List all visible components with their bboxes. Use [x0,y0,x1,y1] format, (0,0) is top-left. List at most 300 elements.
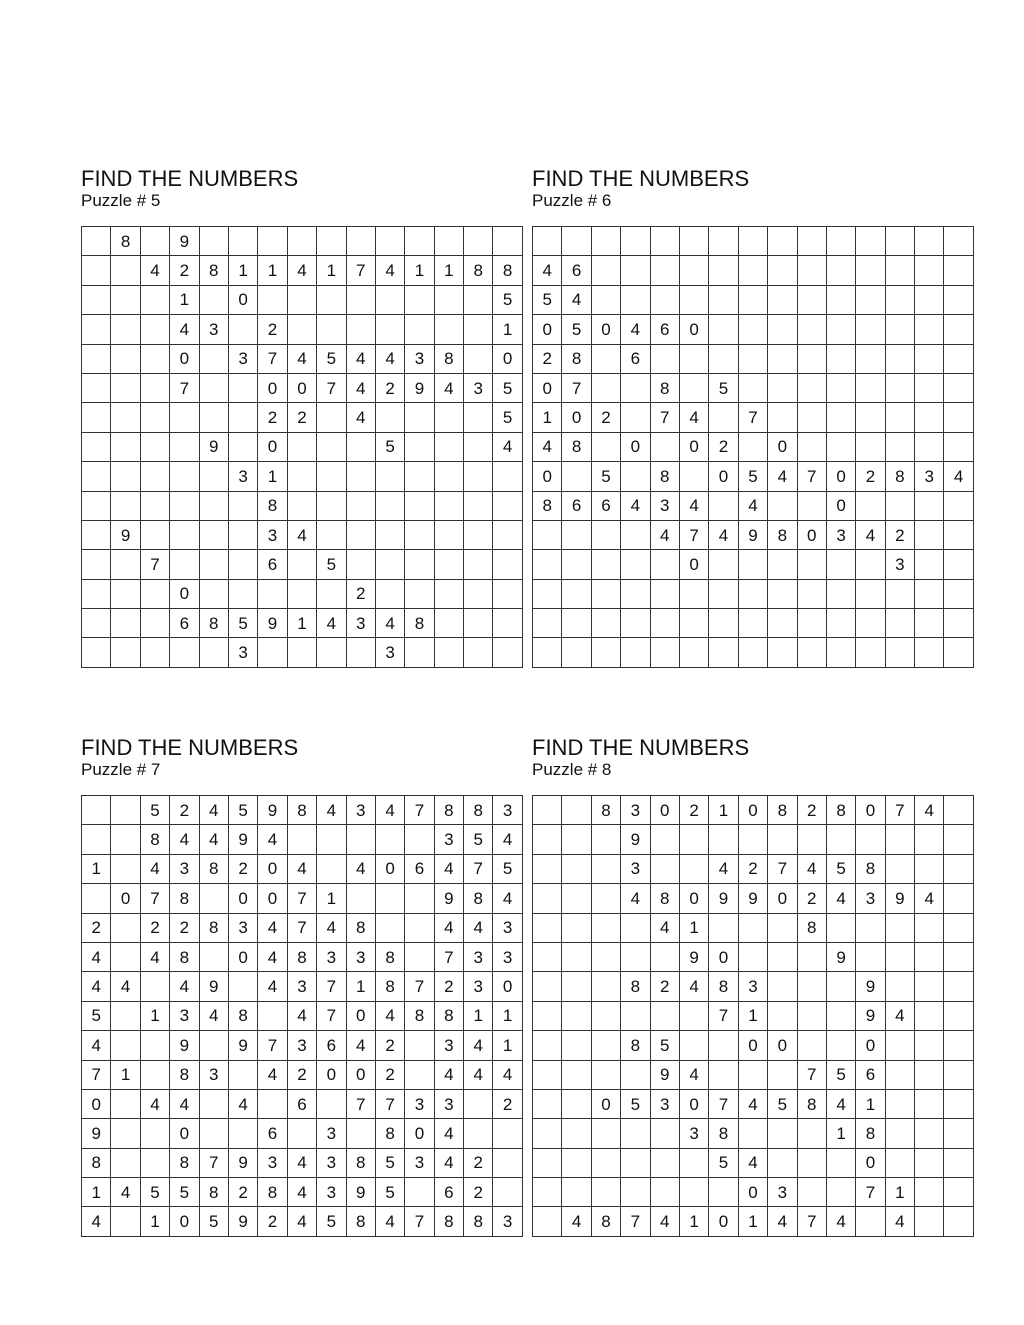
grid-cell [562,550,591,579]
grid-cell: 7 [317,373,346,402]
grid-cell [562,1178,591,1207]
grid-cell [464,609,493,638]
grid-cell [140,972,169,1001]
grid-cell [258,227,287,256]
grid-cell: 0 [82,1089,111,1118]
grid-cell [317,462,346,491]
grid-cell: 8 [650,884,679,913]
grid-cell [375,550,404,579]
grid-cell: 4 [915,884,944,913]
grid-cell: 4 [885,1207,914,1236]
grid-cell: 4 [346,373,375,402]
grid-cell [915,1089,944,1118]
grid-cell: 4 [170,825,199,854]
grid-cell: 2 [140,913,169,942]
grid-cell [768,285,797,314]
grid-cell [591,520,620,549]
grid-cell [679,609,708,638]
grid-cell [885,285,914,314]
grid-cell: 4 [140,854,169,883]
grid-cell: 2 [170,796,199,825]
grid-cell [738,315,767,344]
grid-cell [533,1148,562,1177]
grid-cell [591,609,620,638]
grid-cell: 3 [464,373,493,402]
grid-cell [768,825,797,854]
grid-cell [650,1148,679,1177]
grid-cell: 1 [679,913,708,942]
grid-cell [797,256,826,285]
grid-cell [346,432,375,461]
grid-cell: 3 [885,550,914,579]
grid-cell: 4 [111,1178,140,1207]
grid-cell [111,462,140,491]
grid-row [82,1060,523,1089]
grid-cell [621,403,650,432]
grid-cell [885,1148,914,1177]
grid-cell: 2 [258,315,287,344]
grid-cell: 4 [140,1089,169,1118]
grid-cell: 8 [199,256,228,285]
grid-cell [199,1031,228,1060]
grid-cell [228,972,257,1001]
grid-cell [140,462,169,491]
grid-cell [111,796,140,825]
grid-cell: 0 [797,520,826,549]
grid-cell [797,972,826,1001]
grid-cell: 3 [170,1001,199,1030]
grid-cell [944,1001,973,1030]
grid-cell [797,609,826,638]
grid-cell [738,256,767,285]
grid-cell [621,1060,650,1089]
grid-cell [405,942,434,971]
grid-cell: 4 [82,1031,111,1060]
grid-cell: 2 [170,256,199,285]
grid-cell [346,1119,375,1148]
grid-cell: 4 [434,1148,463,1177]
grid-cell [679,344,708,373]
grid-cell: 3 [346,942,375,971]
grid-cell: 7 [464,854,493,883]
grid-cell [405,403,434,432]
grid-cell: 3 [317,942,346,971]
grid-cell: 9 [199,972,228,1001]
grid-cell: 9 [826,942,855,971]
grid-cell [434,579,463,608]
grid-cell: 8 [199,609,228,638]
grid-cell: 7 [562,373,591,402]
grid-cell [287,491,316,520]
grid-cell [111,1207,140,1236]
grid-cell [287,432,316,461]
grid-cell [199,403,228,432]
grid-row [533,1178,974,1207]
grid-cell: 1 [258,256,287,285]
grid-cell: 2 [82,913,111,942]
grid-cell [464,491,493,520]
grid-cell [679,638,708,667]
grid-cell: 5 [709,373,738,402]
grid-cell: 1 [170,285,199,314]
grid-cell [885,579,914,608]
grid-cell: 0 [533,462,562,491]
grid-cell [562,1119,591,1148]
grid-cell [856,491,885,520]
grid-cell: 8 [82,1148,111,1177]
grid-cell [464,579,493,608]
grid-cell: 0 [170,344,199,373]
grid-cell [591,373,620,402]
grid-cell: 2 [709,432,738,461]
grid-cell: 4 [170,1089,199,1118]
grid-cell: 0 [768,884,797,913]
grid-cell: 8 [621,972,650,1001]
grid-cell [140,579,169,608]
grid-cell: 0 [591,1089,620,1118]
grid-cell: 2 [650,972,679,1001]
grid-cell [199,579,228,608]
grid-row [82,609,523,638]
grid-cell [915,432,944,461]
grid-cell: 0 [228,942,257,971]
grid-cell: 5 [650,1031,679,1060]
grid-cell [650,344,679,373]
grid-cell: 8 [170,884,199,913]
grid-cell [111,432,140,461]
grid-cell [621,1001,650,1030]
grid-cell: 9 [228,1031,257,1060]
grid-cell [493,579,522,608]
grid-cell [140,315,169,344]
grid-cell [797,1001,826,1030]
grid-row [533,256,974,285]
grid-cell [562,825,591,854]
grid-cell: 3 [317,1178,346,1207]
grid-cell [944,825,973,854]
grid-cell: 1 [258,462,287,491]
grid-cell [140,1119,169,1148]
grid-cell: 4 [797,854,826,883]
grid-cell [826,609,855,638]
grid-cell [562,462,591,491]
grid-cell: 4 [258,825,287,854]
grid-cell: 5 [228,609,257,638]
grid-cell: 4 [375,256,404,285]
grid-cell [346,491,375,520]
grid-cell [562,579,591,608]
grid-cell [591,884,620,913]
grid-cell: 9 [199,432,228,461]
grid-cell [650,550,679,579]
grid-cell: 8 [709,972,738,1001]
grid-cell: 2 [375,1060,404,1089]
grid-cell [199,942,228,971]
grid-cell [650,227,679,256]
grid-cell [679,256,708,285]
grid-cell [140,1148,169,1177]
grid-cell: 9 [856,1001,885,1030]
grid-cell [82,609,111,638]
grid-cell: 0 [679,315,708,344]
grid-cell: 2 [856,462,885,491]
grid-cell [111,256,140,285]
grid-cell [826,403,855,432]
grid-cell: 8 [562,344,591,373]
grid-cell [82,520,111,549]
grid-cell: 5 [199,1207,228,1236]
grid-cell: 9 [111,520,140,549]
grid-row [82,432,523,461]
grid-cell [709,1178,738,1207]
grid-cell [287,825,316,854]
grid-cell [82,432,111,461]
grid-cell [375,315,404,344]
grid-cell [709,550,738,579]
grid-cell [405,884,434,913]
grid-cell: 2 [346,579,375,608]
grid-cell: 8 [768,796,797,825]
grid-cell [826,825,855,854]
grid-cell [111,1031,140,1060]
grid-cell [856,256,885,285]
grid-cell [111,550,140,579]
grid-cell [562,227,591,256]
grid-cell: 2 [375,1031,404,1060]
grid-cell [944,972,973,1001]
grid-cell: 4 [287,1148,316,1177]
grid-cell [140,520,169,549]
grid-cell [709,913,738,942]
grid-cell [533,1178,562,1207]
grid-cell: 7 [346,1089,375,1118]
grid-cell: 2 [885,520,914,549]
grid-cell: 3 [228,462,257,491]
grid-cell: 7 [317,972,346,1001]
grid-cell [464,550,493,579]
grid-cell: 0 [650,796,679,825]
grid-cell [768,491,797,520]
grid-row [533,884,974,913]
grid-cell: 5 [375,1148,404,1177]
grid-cell [493,227,522,256]
grid-cell: 4 [650,520,679,549]
grid-cell: 1 [738,1001,767,1030]
grid-cell: 4 [493,432,522,461]
grid-cell [199,550,228,579]
grid-cell [562,1089,591,1118]
grid-cell: 4 [621,491,650,520]
grid-cell [709,638,738,667]
grid-row [533,520,974,549]
grid-cell [797,638,826,667]
grid-cell: 6 [287,1089,316,1118]
grid-cell [317,1089,346,1118]
grid-cell: 0 [493,972,522,1001]
grid-cell: 8 [434,796,463,825]
grid-cell: 4 [434,1060,463,1089]
grid-cell: 8 [464,1207,493,1236]
grid-cell [111,491,140,520]
grid-cell: 9 [82,1119,111,1148]
grid-cell: 0 [679,884,708,913]
grid-cell [287,579,316,608]
grid-cell [375,825,404,854]
grid-cell: 3 [826,520,855,549]
grid-cell [856,344,885,373]
grid-cell [797,285,826,314]
grid-cell [650,1001,679,1030]
grid-cell: 7 [258,344,287,373]
grid-cell [650,1119,679,1148]
grid-cell: 4 [434,854,463,883]
grid-cell [464,227,493,256]
grid-cell: 4 [375,1207,404,1236]
grid-row [533,1119,974,1148]
grid-cell [140,1031,169,1060]
grid-cell [199,1119,228,1148]
number-grid [81,226,523,668]
grid-cell: 3 [287,1031,316,1060]
grid-cell: 0 [375,854,404,883]
grid-cell: 8 [287,942,316,971]
grid-cell: 4 [287,344,316,373]
grid-cell: 3 [434,1089,463,1118]
grid-cell [493,1148,522,1177]
grid-row [82,373,523,402]
grid-cell [591,227,620,256]
grid-cell: 4 [346,854,375,883]
grid-cell [915,638,944,667]
grid-cell: 5 [317,344,346,373]
grid-cell [944,491,973,520]
grid-cell: 7 [768,854,797,883]
grid-cell [562,913,591,942]
grid-cell [944,1148,973,1177]
grid-cell: 7 [405,1207,434,1236]
grid-cell [944,373,973,402]
grid-cell [434,491,463,520]
grid-cell [493,520,522,549]
grid-cell: 5 [533,285,562,314]
grid-cell: 2 [228,854,257,883]
grid-cell [533,1001,562,1030]
grid-row [533,432,974,461]
grid-cell: 0 [738,796,767,825]
grid-cell [533,550,562,579]
grid-cell [140,344,169,373]
grid-cell [709,491,738,520]
grid-row [82,638,523,667]
grid-cell: 4 [287,520,316,549]
grid-cell [140,373,169,402]
grid-cell: 2 [258,1207,287,1236]
grid-cell [533,1207,562,1236]
grid-row [533,638,974,667]
grid-cell: 8 [709,1119,738,1148]
grid-cell [915,1031,944,1060]
grid-cell: 2 [591,403,620,432]
grid-cell [82,285,111,314]
grid-cell: 1 [493,315,522,344]
grid-cell [944,285,973,314]
grid-row [82,462,523,491]
grid-cell: 0 [287,373,316,402]
grid-cell: 8 [346,1207,375,1236]
grid-cell: 4 [170,972,199,1001]
grid-cell: 3 [405,1148,434,1177]
grid-cell: 4 [287,854,316,883]
grid-cell [111,403,140,432]
grid-row [533,1001,974,1030]
grid-cell: 4 [199,796,228,825]
grid-cell: 1 [287,609,316,638]
grid-cell: 5 [562,315,591,344]
grid-cell: 4 [346,403,375,432]
grid-cell: 7 [797,1060,826,1089]
grid-cell: 3 [856,884,885,913]
grid-cell [768,1119,797,1148]
grid-row [82,520,523,549]
grid-row [82,344,523,373]
grid-cell: 4 [228,1089,257,1118]
grid-cell: 0 [679,550,708,579]
grid-cell [199,1089,228,1118]
grid-cell: 9 [738,884,767,913]
grid-cell: 7 [738,403,767,432]
grid-cell: 1 [140,1001,169,1030]
grid-cell: 8 [464,884,493,913]
grid-cell [258,1089,287,1118]
grid-cell [82,884,111,913]
grid-cell: 7 [317,1001,346,1030]
grid-cell [228,373,257,402]
grid-cell [797,942,826,971]
grid-cell: 4 [258,913,287,942]
grid-cell [375,913,404,942]
grid-cell [199,462,228,491]
grid-cell: 0 [709,1207,738,1236]
grid-cell [493,462,522,491]
grid-cell: 2 [287,403,316,432]
grid-cell [768,403,797,432]
grid-row [82,796,523,825]
grid-cell [621,462,650,491]
grid-row [82,825,523,854]
grid-cell [915,1001,944,1030]
grid-cell: 8 [856,854,885,883]
grid-cell: 8 [885,462,914,491]
grid-cell [82,315,111,344]
grid-cell [533,520,562,549]
grid-cell: 8 [258,1178,287,1207]
grid-cell [228,315,257,344]
grid-cell [709,825,738,854]
grid-cell: 0 [228,884,257,913]
grid-cell: 3 [650,1089,679,1118]
grid-cell: 1 [709,796,738,825]
grid-cell [885,972,914,1001]
grid-cell: 5 [493,373,522,402]
grid-cell [856,550,885,579]
grid-cell [826,550,855,579]
grid-cell [650,1178,679,1207]
grid-cell: 0 [679,432,708,461]
grid-cell [405,1060,434,1089]
grid-cell: 7 [258,1031,287,1060]
grid-cell [317,825,346,854]
grid-cell: 0 [170,1207,199,1236]
